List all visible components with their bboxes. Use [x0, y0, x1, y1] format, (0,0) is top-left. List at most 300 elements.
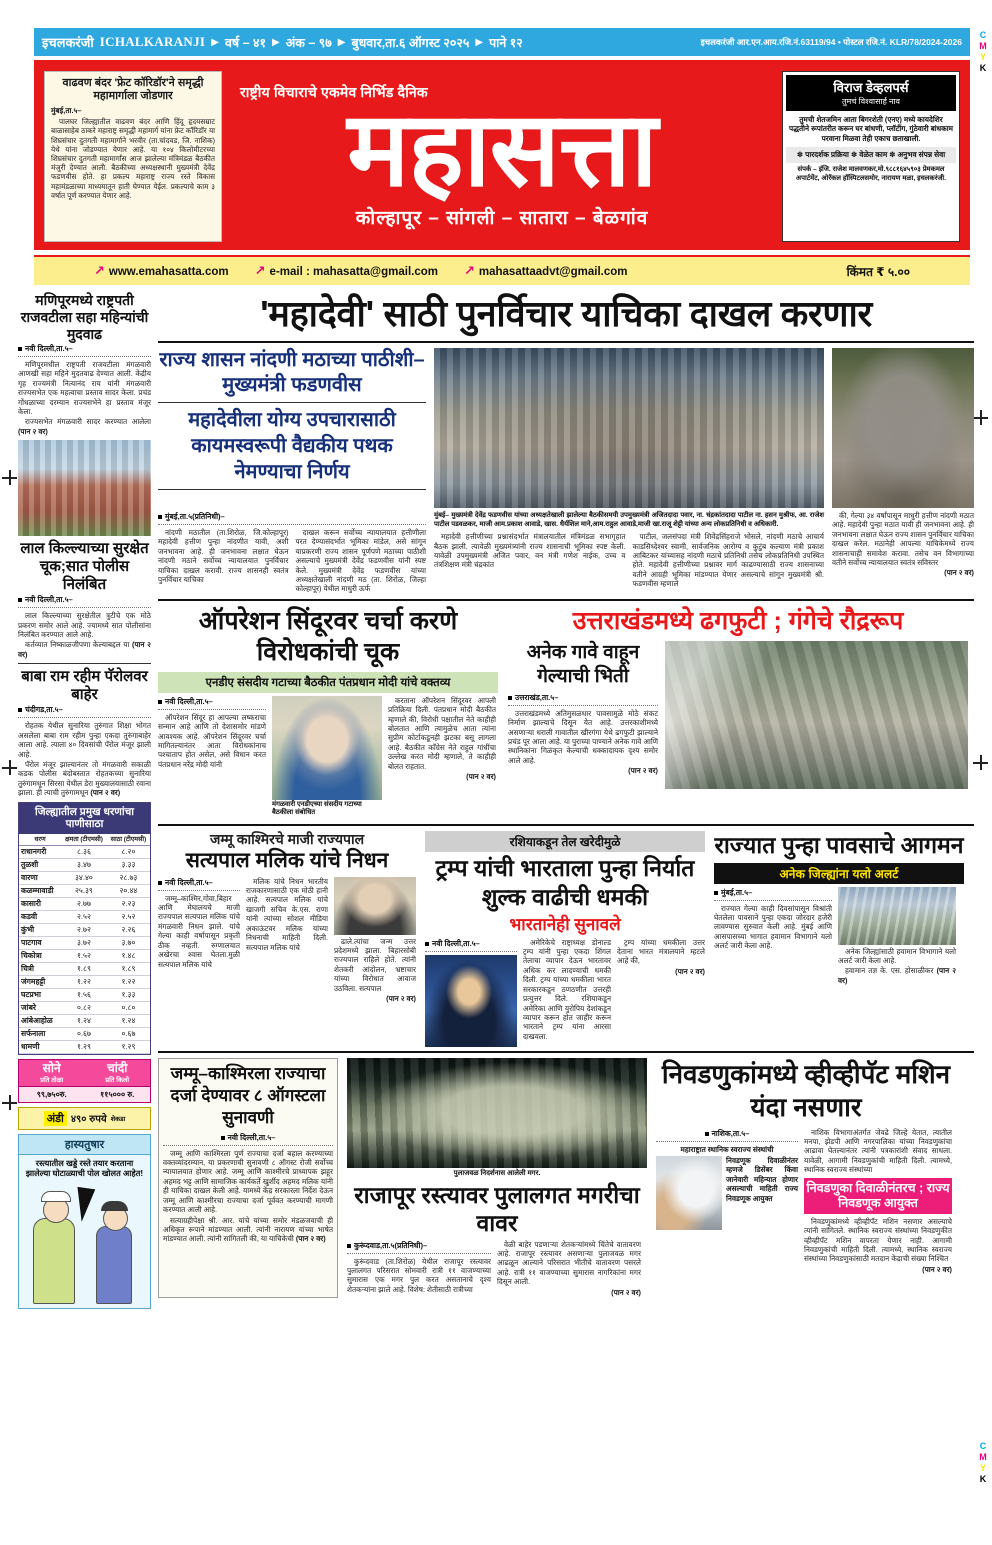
evm-jump: (पान २ वर) [922, 1264, 952, 1274]
adv-email-link[interactable] [464, 263, 628, 279]
bullet-square-icon-4 [158, 515, 162, 519]
bullet-square-icon-10 [221, 1136, 225, 1140]
bullet-icon-2: ▶ [272, 36, 280, 48]
silver-label: चांदी [107, 1060, 128, 1075]
dam-name: वारणा [19, 871, 61, 884]
bullet-square-icon-5 [158, 700, 162, 704]
main-story-right-text [832, 511, 974, 594]
operation-col-2 [388, 696, 496, 819]
dam-name: कुंभी [19, 923, 61, 936]
arrow-icon-3: ↗ [463, 263, 475, 278]
table-row [19, 897, 150, 910]
dam-capacity: १.५२ [61, 949, 107, 962]
dam-storage: २.२३ [107, 897, 150, 910]
cartoon-figure-right [96, 1226, 132, 1304]
dam-storage: ३.७० [107, 936, 150, 949]
cmyk-y-2: Y [979, 1463, 986, 1473]
malik-body-2: मलिक यांचे निधन भारतीय राजकारणासाठी एक मोठी हानी आहे. सत्यपाल मलिक यांचे खाजगी सचिव के.एस. राणा यांनी त्यांच्या सोशल मीडिया अकाऊंटवर मलिक यांच्या निधनाची माहिती दिली. सत्यपाल मलिक यांचे [246, 876, 328, 952]
evm-col-right [804, 1128, 952, 1275]
dam-storage: २.५२ [107, 910, 150, 923]
main-col2: दाखल करून सर्वोच्च न्यायालयात हत्तीणीला परत देण्यासंदर्भात भूमिका मांडेल, असे सांगून याप्रकरणी राज्य शासन पूर्णपणे मठाच्या पाठीशी असल्याचे मुख्यमंत्री देवेंद्र फडणवीस यांनी स्पष्ट केले. मुख्यमंत्री देवेंद्र फडणवीस यांच्या अध्यक्षतेखाली नांदणी मठ (ता. शिरोळ, जिल्हा कोल्हापूर) येथील माधुरी ऊर्फ [295, 528, 426, 594]
rain-alert-badge: अनेक जिल्ह्यांना यलो अलर्ट [714, 863, 964, 884]
ramrahim-body [18, 721, 151, 797]
manipur-body [18, 360, 151, 436]
main-body-center [434, 532, 824, 588]
dams-table-title: जिल्ह्यातील प्रमुख धरणांचा पाणीसाठा [19, 803, 150, 834]
rain-dateline: मुंबई,ता.५– [721, 887, 753, 897]
jk-byline [163, 1132, 333, 1144]
table-row [19, 923, 150, 936]
registration-mark-left-3 [2, 760, 17, 775]
dam-capacity: २.७७ [61, 897, 107, 910]
malik-dateline: नवी दिल्ली,ता.५– [165, 877, 213, 887]
table-row [19, 1014, 150, 1027]
evm-body-2: नाशिक विभागाअंतर्गत जेवढे जिल्हे येतात, त्यातील मनपा, झेडपी आणि नगरपालिका यांच्या निवडणुकांचा आढावा घेतल्यानंतर त्यांनी पत्रकारांशी संवाद साधला. यावेळी, आगामी निवडणुकांची माहिती दिली. त्यामध्ये, स्थानिक स्वराज्य संस्थांच्या [804, 1127, 952, 1175]
registration-mark-left-2 [2, 1095, 17, 1110]
operation-content [158, 696, 498, 819]
volume-label: वर्ष – ४१ [224, 35, 267, 50]
divider-dotted-2 [18, 607, 151, 608]
uttarakhand-left [508, 641, 658, 789]
trump-byline [425, 938, 517, 950]
malik-col-1 [158, 877, 240, 1005]
content-area [18, 292, 974, 1527]
malik-body-3: ढाले.त्यांचा जन्म उत्तर प्रदेशमध्ये झाला. बिहारसोबी राज्यपाल राहिले होते. त्यांनी शेतकरी आंदोलन, भ्रष्टाचार यांच्या विरोधात आवाज उठविला. सत्यपाल (पान २ वर) [334, 936, 416, 1004]
uttarakhand-subhead: अनेक गावे वाहून गेल्याची भिती [526, 641, 640, 687]
masthead-left-dateline: मुंबई,ता.५– [51, 106, 82, 115]
meeting-photo-caption: मुंबई– मुख्यमंत्री देवेंद्र फडणवीस यांच्या अध्यक्षतेखाली झालेल्या बैठकीसमयी उपमुख्यमंत्री अजितदादा पवार, ना. चंद्रकांतदादा पाटील ना. हसन मुश्रीफ, आ. राजेश पाटील पडवळकर, माजी आम.प्रकाश आवाडे, खास. धैर्यशिल माने,आम.राहुल आवाडे,माजी खा.राजू शेट्टी यांच्या अन्य लोकप्रतिनिधी व अधिकारी. [434, 512, 824, 528]
dam-storage: ०.६७ [107, 1027, 150, 1040]
divider-dotted-7 [158, 890, 240, 891]
dam-capacity: ३.४७ [61, 858, 107, 871]
crocodile-body-2: वेळी बाहेर पडणाऱ्या शेतकऱ्यांमध्ये चिंतेचे वातावरण आहे. राजापूर रस्त्यावर असणाऱ्या पुलाजवळ मगर आढळून आल्याने परिसरात भीतीचे वातावरण पसरले आहे. रात्री ११ वाजण्याच्या सुमारास नागरिकांना मगर दिसून आली. (पान २ वर) [497, 1239, 641, 1297]
divider-dotted-11 [347, 1253, 491, 1254]
elephant-photo-block [832, 348, 974, 508]
redfort-dateline: नवी दिल्ली,ता.५– [25, 595, 73, 605]
edition-city-english: ICHALKARANJI [99, 34, 206, 49]
photo-satyapal-malik [334, 877, 416, 935]
gold-value: ९९,७५०रु. [19, 1087, 85, 1102]
left-sidebar-column [18, 292, 151, 1472]
story-rain [714, 831, 964, 1047]
masthead-left-headline: वाढवण बंदर 'फ्रेट कॉरिडॉर'ने समृद्धी महामार्गाला जोडणार [62, 77, 204, 102]
uttarakhand-content [508, 641, 968, 789]
divider-rule-5 [158, 824, 974, 826]
egg-rate-box [18, 1107, 151, 1130]
dam-storage: ०.८० [107, 1001, 150, 1014]
dam-capacity: १.८९ [61, 962, 107, 975]
dam-capacity: ०.६७ [61, 1027, 107, 1040]
silver-cell [85, 1060, 151, 1086]
table-row [19, 949, 150, 962]
bullet-square-icon-9 [714, 891, 718, 895]
dam-capacity: १.२९ [61, 1040, 107, 1053]
evm-headline: निवडणुकांमध्ये व्हीव्हीपॅट मशिन यंदा नसणार [661, 1058, 951, 1122]
cmyk-k-2: K [979, 1474, 987, 1484]
elephant-caption-body [832, 511, 974, 578]
operation-body-2: करताना ऑपरेशन सिंदूरवर आपली प्रतिक्रिया दिली. पंतप्रधान मोदी बैठकीत म्हणाले की, विरोधी पक्षातील नेते काहीही बोलतात आणि त्यामुळेच आता त्यांना सुप्रीम कोर्टाकडूनही झटका बसू लागला आहे. बैठकीत काँग्रेस नेते राहुल गांधींचा उल्लेख करत मोदी म्हणाले, ते काहीही बोलत राहतात. (पान २ वर) [388, 695, 496, 782]
table-row [19, 1001, 150, 1014]
operation-col-1 [158, 696, 266, 819]
dam-capacity: २.७२ [61, 923, 107, 936]
divider-dotted-9 [714, 900, 832, 901]
gold-label: सोने [42, 1060, 61, 1075]
story-evm [656, 1058, 956, 1298]
masthead-advertisement[interactable] [782, 71, 960, 242]
ad-company-name: विराज डेव्हलपर्स [833, 80, 909, 95]
table-row [19, 988, 150, 1001]
evm-col-left [656, 1128, 798, 1275]
main-col1: नांदणी मठातील (ता.शिरोळ, जि.कोल्हापूर) महादेवी हत्तीण पुन्हा नांदणीत यावी, अशी जनभावना आहे. ही जनभावना लक्षात घेऊन नांदणी मठाने सर्वोच्च न्यायालयात पुनर्विचार याचिका दाखल करावी. राज्य शासनही स्वतंत्र पुनर्विचार याचिका [158, 528, 289, 585]
photo-flood [665, 641, 968, 789]
ad-header [786, 75, 956, 111]
cartoon-figure-left [33, 1218, 75, 1304]
bullet-icon-3: ▶ [337, 36, 346, 48]
divider-dotted-10 [163, 1145, 333, 1146]
table-row [19, 845, 150, 858]
crocodile-content [347, 1240, 647, 1298]
cmyk-k: K [979, 63, 987, 73]
trump-dateline: नवी दिल्ली,ता.५– [432, 938, 480, 948]
dams-water-table [18, 802, 151, 1055]
main-col4: पाटील, जलसंपदा मंत्री शिवेंद्रसिंहराजे भोसले, नांदणी मठाचे आचार्य काडसिध्देश्वर स्वामी, सार्वजनिक आरोग्य व कुटुंब कल्याण मंत्री प्रकाश आबिटकर यांच्यासह नांदणी मठाचे प्रतिनिधी तसेच लोकप्रतिनिधी उपस्थित होते. महादेवी हत्तीणीच्या प्रश्नावर मार्ग काढण्यासाठी राज्य शासनाच्या वतीने आग्रही भूमिका मांडण्यात येणार असल्याचे सांगून मुख्यमंत्री श्री. फडणवीस म्हणाले [632, 532, 824, 589]
jk-jump: (पान २ वर) [295, 1234, 326, 1244]
bullet-square-icon-6 [508, 696, 512, 700]
main-jump: (पान २ वर) [944, 568, 974, 578]
trump-col-2 [523, 938, 611, 1047]
rain-content [714, 887, 964, 987]
main-story-center-text [434, 511, 824, 594]
uttarakhand-photo-col [665, 641, 968, 789]
operation-photo-col [272, 696, 382, 819]
dam-name: चिकोत्रा [19, 949, 61, 962]
website-link[interactable] [94, 263, 229, 279]
table-row [19, 910, 150, 923]
gold-unit: प्रति तोळा [40, 1076, 64, 1084]
photo-evm-machine [656, 1156, 722, 1230]
photo-red-fort [18, 440, 151, 536]
jk-body-2: सत्याग्रहीपेक्षा श्री. आर. यांचे यांच्या समोर मंडळजवाची ही अधिकृत रूपाने मांडण्यात आली. त्यांनी नारायण यांच्या भाषेत मांडण्यात आली. त्यांनी सांगितली की, या याचिकेची (पान २ वर) [163, 1215, 333, 1244]
dam-name: कासारी [19, 897, 61, 910]
bullet-square-icon-12 [705, 1132, 709, 1136]
dam-storage: १.२९ [107, 1040, 150, 1053]
crocodile-jump: (पान २ वर) [611, 1287, 641, 1297]
operation-body-1: ऑपरेशन सिंदूर हा आपल्या लष्कराचा सन्मान आहे आणि तो देशासमोर मांडणे आवश्यक आहे. ऑपरेशन सिंदूरवर चर्चा मागितल्यानंतर आता विरोधकांनाच पश्चाताप होत असेल, असे विधान करत पंतप्रधान नरेंद्र मोदी यांनी [158, 712, 266, 769]
operation-byline [158, 696, 266, 708]
bullet-square-icon-11 [347, 1244, 351, 1248]
dams-col-storage: साठा (टीएमसी) [107, 834, 150, 846]
divider-rule-4 [158, 599, 974, 601]
crocodile-headline: राजापूर रस्त्यावर पुलालगत मगरीचा वावर [354, 1181, 640, 1236]
manipur-body-p1: मणिपूरमधील राष्ट्रपती राजवटीला मंगळवारी आणखी सहा महिने मुदतवाढ देण्यात आली. केंद्रीय गृह राज्यमंत्री नित्यानंद राय यांनी मंगळवारी राज्यसभेत एक महत्वाचा प्रस्ताव सादर केला. प्रचंड गोंधळाच्या दरम्यान राज्यसभेने हा प्रस्ताव मंजूर केला. [18, 360, 151, 417]
evm-byline [656, 1128, 798, 1140]
email-text: e-mail : mahasatta@gmail.com [269, 266, 438, 278]
masthead-left-story [44, 71, 222, 242]
main-subheads [158, 348, 426, 508]
ramrahim-body-p1: रोहतक येथील सुनारिया तुरुंगात शिक्षा भोगत असलेला बाबा राम रहीम पुन्हा एकदा तुरुंगाबाहेर आला आहे. त्याला ४० दिवसांची पॅरोल मंजूर झाली आहे. [18, 721, 151, 759]
trump-kicker: रशियाकडून तेल खरेदीमुळे [425, 831, 705, 852]
operation-band: एनडीए संसदीय गटाच्या बैठकीत पंतप्रधान मोदी यांचे वक्तव्य [158, 672, 498, 693]
ramrahim-jump: (पान २ वर) [90, 788, 121, 798]
bottom-row [158, 1058, 974, 1298]
masthead-tagline: राष्ट्रीय विचाराचे एकमेव निर्भिड दैनिक [240, 84, 428, 100]
story-jammu-kashmir [158, 1058, 338, 1298]
page-count: पाने १२ [489, 35, 523, 50]
manipur-byline [18, 343, 151, 355]
masthead-left-body: पालघर जिल्ह्यातील वाढवण बंदर आणि हिंदू हृदयसम्राट बाळासाहेब ठाकरे महाराष्ट्र समृद्धी महामार्ग यांना फ्रेट कॉरिडॉर या शिघ्रसंचार दुतगती महामार्गाने भरवीर (ता.चांदवड, जि. नाशिक) येथे यांना जोडण्यात येणार आहे. या १०४ किलोमीटरच्या शिघ्रसंचार दुतगती महामार्गांस आज झालेल्या मंत्रिमंडळ बैठकीत मंजुरी देण्यात आली. बैठकीच्या अध्यक्षस्थानी मुख्यमंत्री देवेंद्र फडणवीस होते. हा प्रकल्प महाराष्ट्र राज्य रस्ते विकास महामंडळाच्या माध्यमातून हाती घेण्यात येईल. प्रकल्पाचे काम ३ वर्षात पूर्ण करण्यात येणार आहे. [51, 117, 215, 200]
malik-content [158, 877, 416, 1005]
main-subhead-1: राज्य शासन नांदणी मठाच्या पाठीशी–मुख्यमंत्री फडणवीस [159, 349, 425, 396]
malik-kicker: जम्मू काश्मिरचे माजी राज्यपाल [209, 830, 365, 847]
divider-rule-3 [158, 489, 426, 490]
adv-email-text: mahasattaadvt@gmail.com [478, 266, 628, 278]
dam-name: राधानगरी [19, 845, 61, 858]
elephant-caption: की, गेल्या ३४ वर्षांपासून माधुरी हत्तीण नांदणी मठात आहे. महादेवी पुन्हा मठात यावी ही जनभावना आहे. ही जनभावना लक्षात घेऊन राज्य शासन पुनर्विचार याचिका दाखल करेल. मठानेही आपल्या याचिकेमध्ये राज्य शासनाचाही समावेश करावा. तसेच वन विभागाच्या वतीने सर्वोच्च न्यायालयात स्वतंत्र सविस्तर [832, 511, 974, 568]
rain-photo-caption: अनेक जिल्ह्यांसाठी हवामान विभागाने यलो अलर्ट जारी केला आहे. [838, 946, 956, 966]
dam-storage: १.४८ [107, 949, 150, 962]
cartoon-caption: रस्त्यातील खड्डे रस्ते तयार करताना झालेल्या घोटाळ्याची पोल खोलत आहेत! [25, 1158, 144, 1179]
divider-dotted-4 [158, 524, 426, 525]
jk-body: जम्मू आणि काश्मिरला पूर्ण राज्याचा दर्जा बहाल करण्याच्या वक्तव्यांदरम्यान, या प्रकरणाची सुनावणी ८ ऑगस्ट रोजी सर्वोच्च न्यायालयात होणार आहे. जम्मू आणि काश्मीरचे प्राध्यापक झहूर अहमद भट्ट आणि सामाजिक कार्यकर्ते खुर्शीद अहमद मलिक यांनी ही याचिका दाखल केली आहे. यामध्ये केंद्र सरकारला निर्देश देऊन जम्मू आणि काश्मीरचा राज्याचा दर्जा पूर्ववत करण्याची मागणी करण्यात आली आहे. सत्याग्रहीपेक्षा श्री. आर. यांचे यांच्या समोर मंडळजवाची ही अधिकृत रूपाने मांडण्यात आली. त्यांनी नारायण यांच्या भाषेत मांडण्यात आली. त्यांनी सांगितली की, या याचिकेची (पान २ वर) [163, 1148, 333, 1244]
gold-cell [19, 1060, 85, 1086]
arrow-icon-2: ↗ [254, 263, 266, 278]
main-story-top-row [158, 348, 974, 508]
jk-headline: जम्मू–काश्मिरला राज्याचा दर्जा देण्यावर ८ ऑगस्टला सुनावणी [170, 1063, 326, 1127]
dam-name: कळम्मावाडी [19, 884, 61, 897]
uttarakhand-dateline: उत्तराखंड,ता.५– [515, 692, 559, 702]
bullet-square-icon-3 [18, 708, 22, 712]
manipur-body-p2: राज्यसभेत मंगळवारी सादर करण्यात आलेला (पान २ वर) [18, 417, 151, 436]
modi-photo-caption: मंगळवारी एनडीएच्या संसदीय गटाच्या बैठकीला संबोधित [272, 800, 362, 817]
dam-capacity: १.५६ [61, 988, 107, 1001]
photo-modi [272, 696, 382, 800]
divider-dotted-3 [18, 717, 151, 718]
photo-elephant [832, 348, 974, 508]
story-uttarakhand [508, 606, 968, 819]
redfort-headline: लाल किल्ल्याच्या सुरक्षेत चूक;सात पोलीस निलंबित [20, 540, 149, 594]
uttarakhand-headline: उत्तराखंडमध्ये ढगफुटी ; गंगेचे रौद्ररूप [572, 606, 904, 635]
egg-value: ४९० रुपये [70, 1114, 107, 1126]
evm-content [656, 1128, 956, 1275]
photo-rain [838, 887, 956, 945]
ad-contact: संपर्क – इंजि. राजेश मालवणकर,मो.९८८१६४५९०३ प्रेमकमल अपार्टमेंट, ओरॅकल हॉस्पिटलसमोर, नारायण मळा, इचलकरंजी. [795, 166, 947, 182]
trump-col-1 [425, 938, 517, 1047]
trump-subhead: भारतानेही सुनावले [509, 914, 621, 934]
second-row [158, 606, 974, 819]
evm-intro: महाराष्ट्रात स्थानिक स्वराज्य संस्थांची [680, 1144, 774, 1154]
trump-content [425, 938, 705, 1047]
cartoon-box [18, 1134, 151, 1309]
dam-name: जांबरे [19, 1001, 61, 1014]
newspaper-title: महासत्ता [347, 92, 657, 208]
rain-col-1 [714, 887, 832, 987]
cmyk-marks-top [976, 30, 990, 74]
edition-city-marathi: इचलकरंजी [42, 35, 94, 50]
registration-numbers: इचलकरंजी आर.एन.आय.रजि.नं.63119/94 • पोस्टल रजि.नं. KLR/78/2024-2026 [700, 36, 962, 47]
rain-body-1: राज्यात गेल्या काही दिवसांपासून विश्रांती घेतलेला पावसाने पुन्हा एकदा जोरदार हजेरी लावण्यास सुरुवात केली आहे. मुंबई आणि आसपासच्या भागात हवामान विभागाने यलो अलर्ट जारी केला आहे. [714, 903, 832, 951]
table-row [19, 975, 150, 988]
ad-company-tagline: तुमचं विश्वासार्ह नाव [842, 97, 900, 106]
dams-table-body [19, 845, 150, 1053]
main-story-text-row [158, 511, 974, 594]
egg-label: अंडी [44, 1111, 67, 1126]
cmyk-y: Y [979, 52, 986, 62]
cmyk-marks-bottom [976, 1441, 990, 1485]
dam-storage: ३.३३ [107, 858, 150, 871]
issue-label: अंक – ९७ [285, 35, 332, 50]
table-row [19, 962, 150, 975]
crocodile-dateline: कुरूंदवाड,ता.५(प्रतिनिधी)– [354, 1240, 428, 1250]
redfort-body [18, 611, 151, 659]
metal-rates-values [18, 1087, 151, 1103]
story-satyapal-malik [158, 831, 416, 1047]
dam-capacity: ३४.४० [61, 871, 107, 884]
dam-name: घटप्रभा [19, 988, 61, 1001]
trump-col-3 [617, 938, 705, 1047]
table-row [19, 871, 150, 884]
dam-capacity: ८.३६ [61, 845, 107, 858]
malik-byline [158, 877, 240, 889]
publication-date: बुधवार,ता.६ ऑगस्ट २०२५ [351, 35, 470, 50]
main-area [158, 292, 974, 1298]
registration-mark-right-1 [973, 410, 988, 425]
crocodile-byline [347, 1240, 491, 1252]
dam-storage: १.८९ [107, 962, 150, 975]
divider-dotted-6 [508, 705, 658, 706]
redfort-body-p2: कर्तव्यात निष्काळजीपणा केल्याबद्दल या (पान २ वर) [18, 640, 151, 659]
manipur-dateline: नवी दिल्ली,ता.५– [25, 344, 73, 353]
divider-rule-2 [158, 402, 426, 403]
jk-dateline: नवी दिल्ली,ता.५– [227, 1132, 276, 1142]
trump-body-1: अमेरिकेचे राष्ट्राध्यक्ष डोनाल्ड ट्रम्प यांनी पुन्हा एकदा शिंगल तेलाचा व्यापार देऊन भारतावर अधिक कर लादण्याची धमकी दिली. ट्रम्प यांच्या धमकीला भारत सरकारकडून ठणठणीत उत्तरही प्रत्युत्तर दिले. रशियाकडून अमेरिका आणि युरोपिय देशांकडून व्यापार करून होत जाहीर करून भारताने ट्रम्प यांना आरसा दाखवला. [523, 937, 611, 1041]
malik-body-1: जम्मू–काश्मिर,गोवा,बिहार आणि मेघालयचे माजी राज्यपाल सत्यपाल मलिक यांचे मंगळवारी निधन झाले. यांचे गेल्या काही वर्षापासून प्रकृती ठीक नव्हती. रुग्णालयात अखेरचा श्वास घेतला.मुळी सत्यपाल मलिक यांचे [158, 893, 240, 969]
story-red-fort [18, 540, 151, 659]
cmyk-m-2: M [979, 1452, 987, 1462]
operation-headline: ऑपरेशन सिंदूरवर चर्चा करणे विरोधकांची चूक [198, 606, 458, 666]
bullet-square-icon-8 [425, 942, 429, 946]
rain-jump: (पान २ वर) [838, 966, 957, 985]
story-trump [425, 831, 705, 1047]
dam-capacity: १.२४ [61, 1014, 107, 1027]
third-row [158, 831, 974, 1047]
malik-col-2 [246, 877, 328, 1005]
crocodile-col-1 [347, 1240, 491, 1298]
masthead-editions: कोल्हापूर – सांगली – सातारा – बेळगांव [355, 208, 649, 229]
crocodile-body-1: कुरूंदवाड (ता.शिरोळ) येथील राजापूर रस्त्यावर पुलालगत परिसरात सोमवारी रात्री ११ वाजण्याच्या सुमारास एक मगर पुल करत असतानाचे दृश्य शेतकऱ्यांना झाले आहे. विशेष: शेतीसाठी रात्रीच्या [347, 1256, 491, 1294]
dam-capacity: १.२२ [61, 975, 107, 988]
malik-jump: (पान २ वर) [386, 994, 416, 1004]
ad-features: ✽ पारदर्शक प्रक्रिया ✽ वेळेत काम ✽ अनुभव संपन्न सेवा [786, 147, 956, 163]
dam-name: जंगमहट्टी [19, 975, 61, 988]
dam-storage: ८.२० [107, 845, 150, 858]
evm-dateline: नाशिक,ता.५– [711, 1128, 750, 1138]
ramrahim-byline [18, 704, 151, 716]
main-body-left [158, 528, 426, 594]
dams-col-name: धरण [19, 834, 61, 846]
cmyk-c: C [979, 30, 987, 40]
rain-col-2 [838, 887, 956, 987]
photo-cabinet-meeting [434, 348, 824, 508]
cmyk-c-2: C [979, 1441, 987, 1451]
rain-byline [714, 887, 832, 899]
dam-capacity: ३.७२ [61, 936, 107, 949]
main-story-left-text [158, 511, 426, 594]
table-row [19, 884, 150, 897]
dams-table-header-row [19, 834, 150, 846]
dam-storage: २०.४४ [107, 884, 150, 897]
divider-dotted-5 [158, 709, 266, 710]
manipur-jump: (पान २ वर) [18, 426, 48, 436]
rain-body-last: हवामान तज्ञ के. एस. होसाळीकर (पान २ वर) [838, 966, 957, 985]
dams-table [19, 834, 150, 1054]
rain-body-2 [838, 947, 956, 986]
silver-value: ११५००० रु. [85, 1087, 151, 1102]
main-col3: महादेवी हत्तीणीच्या प्रश्नासंदर्भात मंत्रालयातील मंत्रिमंडळ सभागृहात बैठक झाली. त्यावेळी मुख्यमंत्र्यांनी राज्य शासनाची भूमिका स्पष्ट केली. यावेळी उपमुख्यमंत्री अजित पवार, वन मंत्री गणेश नाईक, उच्च व तंत्रशिक्षण मंत्री चंद्रकांत [434, 532, 626, 570]
dam-name: सर्फनाला [19, 1027, 61, 1040]
divider-dotted-1 [18, 356, 151, 357]
registration-mark-right-2 [973, 755, 988, 770]
redfort-body-p1: लाल किल्ल्याच्या सुरक्षेतील त्रुटीचे एक मोठे प्रकरण समोर आले आहे. ज्यामध्ये सात पोलीसांना निलंबित करण्यात आले आहे. [18, 611, 151, 640]
table-row [19, 858, 150, 871]
story-crocodile [347, 1058, 647, 1298]
cmyk-m: M [979, 41, 987, 51]
ad-body-text: तुमची शेतजमिन आता बिगरशेती (एनए) मध्ये कायदेशिर पद्धतीने रूपांतरीत करून घर बांधणी, प्लॉटींग, गुंठेवारी बांधकाम परवाना मिळवा तेही एकाच छताखाली. [789, 115, 954, 143]
dam-storage: २.२६ [107, 923, 150, 936]
bullet-square-icon-2 [18, 598, 22, 602]
crocodile-col-2 [497, 1240, 641, 1298]
speech-pointer-icon [73, 1187, 96, 1223]
uttarakhand-body: उत्तराखंडमध्ये अतिमुसळधार पावसामुळे मोठे संकट निर्माण झाल्याचे दिसून येत आहे. उत्तरकाशीमध्ये असणाऱ्या धराली गावातील खीरगंगा येथे ढगफुटी झाल्याने प्रचंड पूर आला आहे. या पुराच्या पाण्याने अनेक गावे आणि स्थानिकांना गिळंकृत केल्याची धक्कादायक दृश्य समोर आले आहे. (पान २ वर) [508, 708, 658, 776]
table-row [19, 1040, 150, 1053]
uttarakhand-jump: (पान २ वर) [628, 766, 658, 776]
dam-capacity: २.५२ [61, 910, 107, 923]
trump-jump: (पान २ वर) [675, 966, 705, 976]
arrow-icon-1: ↗ [94, 263, 105, 278]
dam-name: पाटगाव [19, 936, 61, 949]
table-row [19, 936, 150, 949]
bullet-square-icon-7 [158, 881, 162, 885]
divider-rule-6 [158, 1051, 974, 1053]
cover-price: किंमत ₹ ५.०० [846, 264, 910, 279]
ramrahim-headline: बाबा राम रहीम पॅरोलवर बाहेर [21, 668, 148, 704]
dam-storage: १.२४ [107, 1014, 150, 1027]
cartoon-body [19, 1155, 150, 1308]
ramrahim-dateline: चंदीगड,ता.५– [25, 705, 63, 715]
egg-unit: शेकडा [110, 1115, 126, 1123]
operation-dateline: नवी दिल्ली,ता.५– [165, 696, 213, 706]
evm-pink-band: निवडणुका दिवाळीनंतरच ; राज्य निवडणूक आयुक्त [804, 1178, 952, 1214]
contact-bar [34, 255, 970, 285]
main-byline [158, 511, 426, 523]
divider-under-main-headline [158, 341, 974, 343]
main-headline: 'महादेवी' साठी पुनर्विचार याचिका दाखल करणार [260, 293, 872, 334]
dams-col-capacity: क्षमता (टीएमसी) [61, 834, 107, 846]
main-photo-block [434, 348, 824, 508]
main-subhead-2: महादेवीला योग्य उपचारासाठी कायमस्वरूपी वैद्यकीय पथक नेमण्याचा निर्णय [188, 409, 396, 483]
email-link[interactable] [255, 263, 438, 279]
top-info-bar [34, 28, 970, 56]
evm-body-3: निवडणुकांमध्ये व्हीव्हीपॅट मशिन नसणार असल्याचे त्यांनी सांगितले. स्थानिक स्वराज्य संस्थांच्या निवडणुकीत व्हीव्हीपॅट मशिन वापरता येणार नाही. आगामी निवडणुकांची माहिती दिली. त्यामध्ये, स्थानिक स्वराज्य संस्थांच्या निवडणुकांसाठी मतदान केंद्राची संख्या निश्चित (पान २ वर) [804, 1216, 952, 1274]
divider-rule-1 [18, 663, 151, 664]
redfort-byline [18, 594, 151, 606]
bullet-icon-4: ▶ [475, 36, 484, 48]
dam-name: आंबेआहोळ [19, 1014, 61, 1027]
dam-storage: १.३३ [107, 988, 150, 1001]
dam-name: धामणी [19, 1040, 61, 1053]
photo-crocodile [347, 1058, 647, 1168]
dam-name: तुळशी [19, 858, 61, 871]
malik-col-3 [334, 877, 416, 1005]
